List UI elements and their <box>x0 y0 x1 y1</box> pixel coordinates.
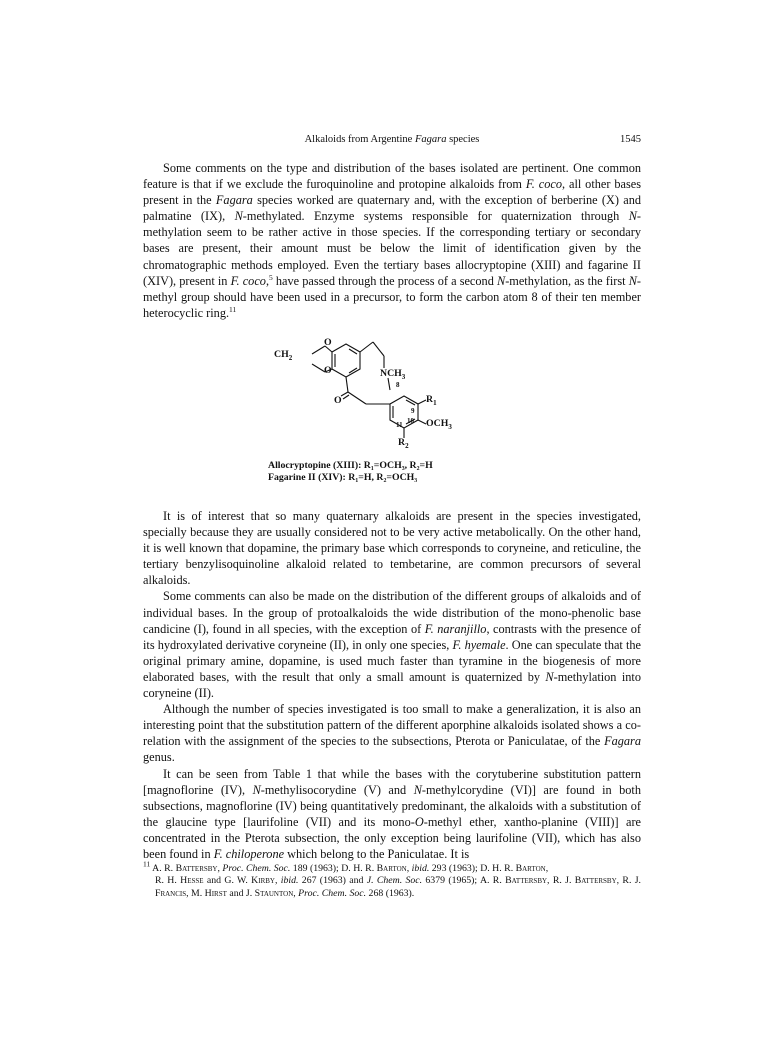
text-run: -methylation seem to be rather active in those species. If the corresponding tertiary or secondary bases are present, their amount must be below the limit of identification given by the chromatographic methods employed. Even the tertiary bases allocryptopine (XIII) and fagarine II (XIV), present in <box>143 209 642 288</box>
text-run: and G. W. <box>203 875 252 887</box>
text-run: , contrasts with the presence of its hydroxylated derivative coryneine (II), in only one species, <box>143 621 641 652</box>
position-9-label: 9 <box>411 407 415 415</box>
footnote-marker: 11 <box>143 859 151 869</box>
text-run: , R. J. <box>547 875 575 887</box>
text-run: and J. <box>226 887 255 899</box>
text-run: , all other bases present in the <box>143 177 641 208</box>
position-8-label: 8 <box>396 381 400 389</box>
text-run: -methylation, as the first <box>505 273 629 288</box>
text-run: , <box>265 273 270 288</box>
running-head-prefix: Alkaloids from Argentine <box>304 134 415 145</box>
text-run: Battersby <box>505 875 548 887</box>
text-run: Battersby <box>175 863 218 874</box>
footnote-11 <box>143 859 641 900</box>
paragraph-bases-comments <box>143 160 641 321</box>
paragraph-quaternary-alkaloids <box>143 508 641 588</box>
text-run: It is of interest that so many quaternary alkaloids are present in the species investigated, specially because they are usually considered not to be very active metabolically. On the other hand, it is well known that dopamine, the primary base which corresponds to coryneine, and reticuline, the tertiary benzylisoquinoline alkaloid related to tembetarine, are common precursors of several alkaloids. <box>143 509 641 588</box>
text-run: -methyl ether, xantho-planine (VIII)] are concentrated in the Pterota subsection, the only exception being laurifoline (VII), which has also been found in <box>143 814 642 861</box>
chemical-structure-figure <box>268 338 518 488</box>
text-run: F. naranjillo <box>424 621 487 636</box>
text-run: -methylation into coryneine (II). <box>143 669 641 701</box>
text-run: . One can speculate that the original primary amine, dopamine, is used much faster than tyramine in the biogenesis of more elaborated bases, with the result that only a small amount is quaternized by <box>143 637 641 684</box>
text-run: Some comments can also be made on the distribution of the different groups of alkaloids and of individual bases. In the group of protoalkaloids the wide distribution of the mono-phenolic base candicine (I), found in all species, with the exception of <box>143 589 641 636</box>
text-run: N <box>252 782 261 797</box>
text-run: Staunton <box>254 887 294 899</box>
text-run: , <box>406 863 412 874</box>
text-run: N <box>234 209 243 224</box>
o-top-label: O <box>324 337 332 348</box>
text-run: , <box>545 863 549 874</box>
r1-label: $R_1$ <box>426 394 437 407</box>
paragraph-aporphine <box>143 701 641 765</box>
text-run: , <box>293 887 299 899</box>
figure-caption-allocryptopine: Allocryptopine (XIII): R₁=OCH₃, R₂=H <box>268 460 433 471</box>
position-11-label: 11 <box>396 421 403 429</box>
o-bottom-label: O <box>324 365 332 376</box>
text-run: O <box>414 814 424 829</box>
text-run: , R. J. <box>616 875 641 887</box>
running-header <box>143 134 641 150</box>
text-run: F. coco <box>525 177 562 192</box>
running-head-genus: Fagara <box>414 134 447 145</box>
text-run: 11 <box>229 304 237 314</box>
text-run: J. Chem. Soc. <box>366 875 423 887</box>
text-run: -methylated. Enzyme systems responsible for quaternization through <box>242 209 629 224</box>
text-run: R. H. <box>155 875 181 887</box>
text-run: A. R. <box>150 863 176 874</box>
text-run: -methylisocorydine (V) and <box>260 782 414 797</box>
text-run: genus. <box>143 750 175 765</box>
text-run: have passed through the process of a second <box>272 273 497 288</box>
text-run: F. chiloperone <box>213 846 285 861</box>
text-run: N <box>496 273 506 288</box>
running-head-suffix: species <box>446 134 480 145</box>
text-run: species worked are quaternary and, with the exception of berberine (X) and palmatine (IX), <box>143 193 641 224</box>
text-run: , <box>274 875 281 887</box>
ketone-o-label: O <box>334 395 342 406</box>
text-run: Proc. Chem. Soc. <box>222 863 291 874</box>
text-run: N <box>545 669 554 684</box>
ch2-label: $CH_2$ <box>274 349 293 362</box>
footnote-continuation <box>143 875 641 900</box>
text-run: 5 <box>269 272 273 282</box>
text-run: N <box>413 782 422 797</box>
text-run: Barton <box>376 863 407 874</box>
och3-label: $OCH_3$ <box>426 418 452 431</box>
paragraph-table-1 <box>143 766 641 863</box>
text-run: , <box>217 863 223 874</box>
text-run: Barton <box>515 863 546 874</box>
text-run: Fagara <box>604 734 641 749</box>
text-run: Fagara <box>215 193 253 208</box>
text-run: 189 (1963); D. H. R. <box>290 863 377 874</box>
text-run: 267 (1963) and <box>298 875 367 887</box>
text-run: F. hyemale <box>452 637 506 652</box>
position-10-label: 10 <box>407 417 414 425</box>
text-run: N <box>628 209 637 224</box>
text-run: Some comments on the type and distribution of the bases isolated are pertinent. One common feature is that if we exclude the furoquinoline and protopine alkaloids from <box>143 161 641 192</box>
text-run: ibid. <box>280 875 299 887</box>
running-head-title <box>143 134 641 145</box>
text-run: Hirst <box>204 887 227 899</box>
r2-label: $R_2$ <box>398 437 409 450</box>
text-run: Although the number of species investigated is too small to make a generalization, it is also an interesting point that the substitution pattern of the different aporphine alkaloids isolated shows a co-relation with the assignment of the species to the subsections, Pterota or Paniculatae, of the <box>143 702 641 749</box>
text-run: -methyl group should have been used in a precursor, to form the carbon atom 8 of their ten member heterocyclic ring. <box>143 273 642 320</box>
text-block-top <box>143 160 641 321</box>
text-block-bottom <box>143 508 641 862</box>
text-run: Battersby <box>574 875 617 887</box>
text-run: Hesse <box>180 875 204 887</box>
text-run: ibid. <box>411 863 430 874</box>
text-run: It can be seen from Table 1 that while the bases with the corytuberine substitution pattern [magnoflorine (IV), <box>143 766 641 797</box>
text-run: F. coco <box>230 273 266 288</box>
text-run: which belong to the Paniculatae. It is <box>284 846 470 861</box>
footnote-first-line <box>150 863 548 874</box>
text-run: 268 (1963). <box>366 887 415 899</box>
text-run: -methylcorydine (VI)] are found in both subsections, magnoflorine (IV) being quantitatively predominant, the alkaloids with a substitution of the glaucine type [laurifoline (VII) and its mono- <box>143 782 641 829</box>
page-number: 1545 <box>620 134 641 145</box>
figure-caption-fagarine: Fagarine II (XIV): R₁=H, R₂=OCH₃ <box>268 472 418 483</box>
paragraph-protoalkaloids <box>143 588 641 701</box>
text-run: 293 (1963); D. H. R. <box>429 863 516 874</box>
text-run: Proc. Chem. Soc. <box>298 887 367 899</box>
text-run: N <box>628 273 637 288</box>
text-run: , M. <box>186 887 205 899</box>
nch3-label: $NCH_3$ <box>380 368 406 381</box>
text-run: 6379 (1965); A. R. <box>422 875 506 887</box>
text-run: Kirby <box>251 875 275 887</box>
text-run: Francis <box>155 887 187 899</box>
